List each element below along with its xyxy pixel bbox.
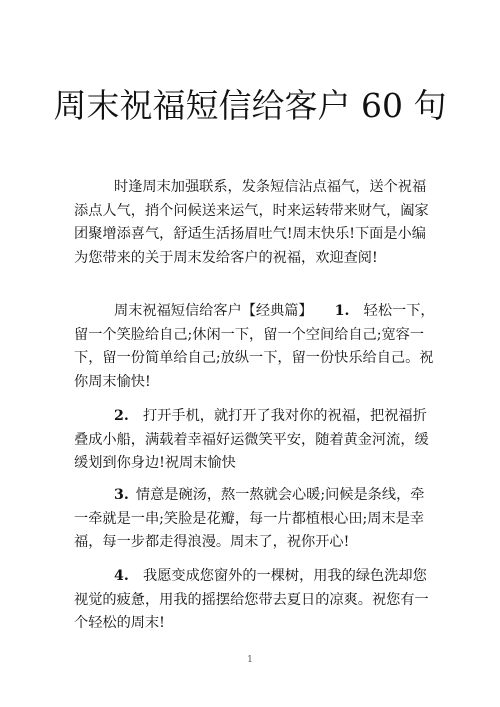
item-number: 1. bbox=[334, 303, 350, 319]
list-item bbox=[74, 405, 436, 476]
list-item bbox=[74, 565, 436, 636]
item-number: 2. bbox=[114, 408, 129, 424]
item-text: 情意是碗汤，熬一熬就会心暖;问候是条线，牵一牵就是一串;笑脸是花瓣，每一片都植根心田;周末是幸福，每一步都走得浪漫。周末了，祝你开心! bbox=[74, 487, 425, 551]
intro-paragraph: 时逢周末加强联系，发条短信沾点福气，送个祝福添点人气，捎个问候送来运气，时来运转带来财气，阖家团聚增添喜气，舒适生活扬眉吐气!周末快乐!下面是小编为您带来的关于周末发给客户的祝福，欢迎查阅! bbox=[74, 179, 429, 266]
item-text: 我愿变成您窗外的一棵树，用我的绿色洗却您视觉的疲惫，用我的摇摆给您带去夏日的凉爽。祝您有一个轻松的周末! bbox=[74, 568, 429, 632]
list-item bbox=[74, 300, 436, 394]
document-title: 周末祝福短信给客户 60 句 bbox=[53, 86, 447, 125]
item-text: 轻松一下，留一个笑脸给自己;休闲一下，留一个空间给自己;宽容一下，留一份简单给自己;放纵一下，留一份快乐给自己。祝你周末愉快! bbox=[74, 303, 435, 390]
item-text: 打开手机，就打开了我对你的祝福，把祝福折叠成小船，满载着幸福好运微笑平安，随着黄金河流，缓缓划到你身边!祝周末愉快 bbox=[74, 408, 429, 472]
section-heading: 周末祝福短信给客户【经典篇】 bbox=[114, 303, 313, 319]
item-number: 4. bbox=[114, 568, 129, 584]
list-item bbox=[74, 484, 436, 555]
item-number: 3. bbox=[114, 487, 129, 503]
page-number: 1 bbox=[247, 655, 253, 665]
